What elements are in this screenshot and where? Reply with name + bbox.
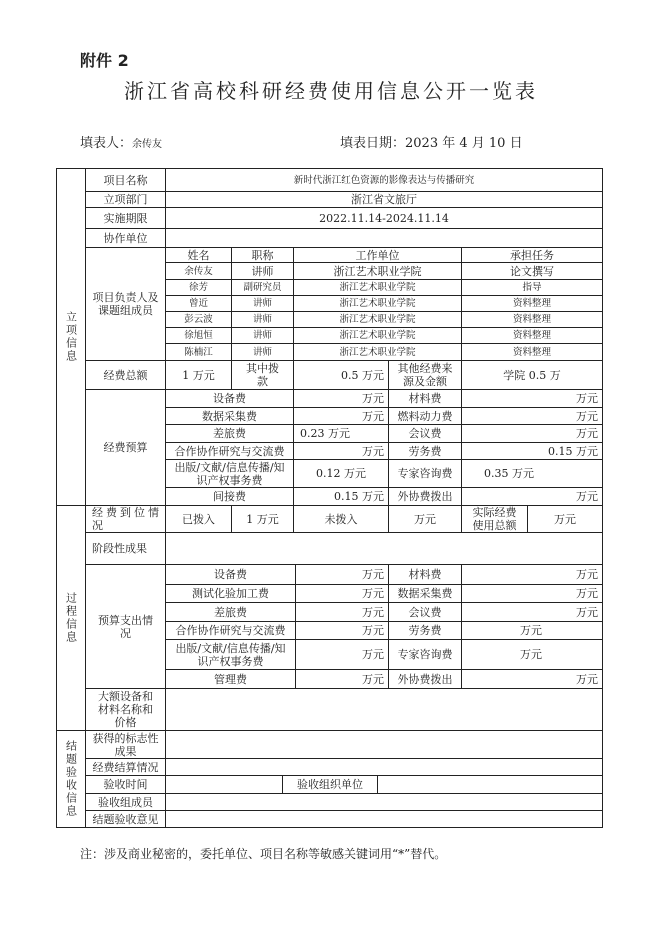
date-value: 2023 年 4 月 10 日 — [405, 136, 523, 151]
project-name-label: 项目名称 — [85, 168, 166, 192]
member-unit: 浙江艺术职业学院 — [293, 279, 462, 296]
expenditure-item-value: 万元 — [461, 639, 603, 670]
settlement-label: 经费结算情况 — [85, 758, 166, 776]
achievements-value[interactable] — [165, 730, 603, 759]
arrival-label: 经费到位情况 — [85, 505, 166, 533]
member-name: 徐旭恒 — [165, 327, 232, 344]
acceptance-time-value[interactable] — [165, 775, 283, 794]
budget-item-label: 外协费拨出 — [388, 487, 462, 506]
budget-item-label: 间接费 — [165, 487, 294, 506]
budget-item-label: 设备费 — [165, 389, 294, 408]
expenditure-item-label: 合作协作研究与交流费 — [165, 621, 296, 640]
arrival-actual-value: 万元 — [527, 505, 603, 533]
member-unit: 浙江艺术职业学院 — [293, 343, 462, 361]
expenditure-item-label: 材料费 — [388, 564, 462, 585]
budget-item-label: 材料费 — [388, 389, 462, 408]
funding-other-value: 学院 0.5 万 — [461, 360, 603, 390]
dept-value: 浙江省文旅厅 — [165, 191, 603, 208]
expenditure-item-label: 设备费 — [165, 564, 296, 585]
member-unit: 浙江艺术职业学院 — [293, 311, 462, 328]
funding-total-value: 1 万元 — [165, 360, 232, 390]
attachment-label: 附件 2 — [80, 51, 129, 70]
budget-item-label: 会议费 — [388, 424, 462, 443]
arrival-received-label: 已拨入 — [165, 505, 232, 533]
acceptance-org-label: 验收组织单位 — [282, 775, 378, 794]
arrival-actual-label: 实际经费使用总额 — [461, 505, 528, 533]
coop-label: 协作单位 — [85, 228, 166, 248]
arrival-received-value: 1 万元 — [231, 505, 294, 533]
acceptance-opinion-label: 结题验收意见 — [85, 810, 166, 828]
large-items-label: 大额设备和材料名称和价格 — [85, 688, 166, 731]
member-title: 讲师 — [231, 262, 294, 280]
acceptance-members-label: 验收组成员 — [85, 793, 166, 811]
team-header-unit: 工作单位 — [293, 247, 462, 263]
member-task: 资料整理 — [461, 311, 603, 328]
team-label: 项目负责人及课题组成员 — [85, 247, 166, 361]
budget-item-value: 万元 — [293, 389, 389, 408]
member-name: 陈楠江 — [165, 343, 232, 361]
budget-item-value: 0.35 万元 — [461, 459, 603, 488]
expenditure-item-label: 数据采集费 — [388, 584, 462, 603]
expenditure-item-label: 管理费 — [165, 669, 296, 689]
filler-field — [80, 132, 162, 151]
expenditure-item-label: 差旅费 — [165, 602, 296, 622]
budget-item-label: 数据采集费 — [165, 407, 294, 425]
arrival-pending-value: 万元 — [388, 505, 462, 533]
dept-label: 立项部门 — [85, 191, 166, 208]
member-name: 余传友 — [165, 262, 232, 280]
large-items-value[interactable] — [165, 688, 603, 731]
expenditure-item-value: 万元 — [461, 564, 603, 585]
section-approval: 立项信息 — [56, 168, 86, 506]
member-title: 讲师 — [231, 327, 294, 344]
funding-allocated-label: 其中拨款 — [231, 360, 294, 390]
filler-label: 填表人： — [80, 136, 133, 151]
coop-value[interactable] — [165, 228, 603, 248]
member-name: 曾近 — [165, 295, 232, 312]
expenditure-item-label: 测试化验加工费 — [165, 584, 296, 603]
expenditure-item-value: 万元 — [295, 564, 389, 585]
budget-item-label: 燃料动力费 — [388, 407, 462, 425]
member-task: 资料整理 — [461, 327, 603, 344]
expenditure-item-label: 劳务费 — [388, 621, 462, 640]
settlement-value[interactable] — [165, 758, 603, 776]
member-unit: 浙江艺术职业学院 — [293, 327, 462, 344]
budget-item-value: 万元 — [461, 424, 603, 443]
section-process: 过程信息 — [56, 505, 86, 731]
expenditure-item-value: 万元 — [461, 602, 603, 622]
expenditure-item-value: 万元 — [295, 602, 389, 622]
budget-item-value: 0.15 万元 — [293, 487, 389, 506]
filler-value: 余传友 — [132, 139, 163, 150]
budget-item-label: 合作协作研究与交流费 — [165, 442, 294, 460]
footnote: 注：涉及商业秘密的，委托单位、项目名称等敏感关键词用“*”替代。 — [80, 847, 447, 861]
page-title: 浙江省高校科研经费使用信息公开一览表 — [124, 79, 538, 103]
stage-results-value[interactable] — [165, 532, 603, 565]
expenditure-item-label: 出版/文献/信息传播/知识产权事务费 — [165, 639, 296, 670]
budget-item-label: 差旅费 — [165, 424, 294, 443]
member-task: 资料整理 — [461, 343, 603, 361]
achievements-label: 获得的标志性成果 — [85, 730, 166, 759]
expenditure-item-value: 万元 — [295, 639, 389, 670]
member-title: 讲师 — [231, 295, 294, 312]
expenditure-label: 预算支出情况 — [85, 564, 166, 689]
budget-item-value: 0.15 万元 — [461, 442, 603, 460]
acceptance-org-value[interactable] — [377, 775, 603, 794]
acceptance-opinion-value[interactable] — [165, 810, 603, 828]
period-label: 实施期限 — [85, 207, 166, 229]
budget-item-value: 万元 — [461, 487, 603, 506]
acceptance-members-value[interactable] — [165, 793, 603, 811]
budget-item-value: 0.23 万元 — [293, 424, 389, 443]
expenditure-item-value: 万元 — [295, 584, 389, 603]
budget-item-label: 出版/文献/信息传播/知识产权事务费 — [165, 459, 294, 488]
expenditure-item-value: 万元 — [295, 621, 389, 640]
project-name-value: 新时代浙江红色资源的影像表达与传播研究 — [165, 168, 603, 192]
budget-item-label: 劳务费 — [388, 442, 462, 460]
budget-item-value: 0.12 万元 — [293, 459, 389, 488]
budget-item-value: 万元 — [293, 442, 389, 460]
budget-label: 经费预算 — [85, 389, 166, 506]
funding-other-label: 其他经费来源及金额 — [388, 360, 462, 390]
team-header-name: 姓名 — [165, 247, 232, 263]
funding-allocated-value: 0.5 万元 — [293, 360, 389, 390]
member-title: 副研究员 — [231, 279, 294, 296]
expenditure-item-value: 万元 — [295, 669, 389, 689]
period-value: 2022.11.14-2024.11.14 — [165, 207, 603, 229]
date-label: 填表日期： — [340, 136, 406, 151]
member-unit: 浙江艺术职业学院 — [293, 295, 462, 312]
expenditure-item-value: 万元 — [461, 669, 603, 689]
expenditure-item-value: 万元 — [461, 621, 603, 640]
budget-item-label: 专家咨询费 — [388, 459, 462, 488]
member-title: 讲师 — [231, 311, 294, 328]
member-task: 论文撰写 — [461, 262, 603, 280]
team-header-title: 职称 — [231, 247, 294, 263]
expenditure-item-label: 外协费拨出 — [388, 669, 462, 689]
expenditure-item-label: 专家咨询费 — [388, 639, 462, 670]
member-title: 讲师 — [231, 343, 294, 361]
arrival-pending-label: 未拨入 — [293, 505, 389, 533]
budget-item-value: 万元 — [293, 407, 389, 425]
funding-total-label: 经费总额 — [85, 360, 166, 390]
team-header-task: 承担任务 — [461, 247, 603, 263]
budget-item-value: 万元 — [461, 389, 603, 408]
member-task: 指导 — [461, 279, 603, 296]
expenditure-item-value: 万元 — [461, 584, 603, 603]
acceptance-time-label: 验收时间 — [85, 775, 166, 794]
expenditure-item-label: 会议费 — [388, 602, 462, 622]
section-closing: 结题验收信息 — [56, 730, 86, 828]
member-name: 徐芳 — [165, 279, 232, 296]
stage-results-label: 阶段性成果 — [85, 532, 166, 565]
member-unit: 浙江艺术职业学院 — [293, 262, 462, 280]
member-task: 资料整理 — [461, 295, 603, 312]
date-field — [340, 132, 523, 151]
budget-item-value: 万元 — [461, 407, 603, 425]
member-name: 彭云波 — [165, 311, 232, 328]
